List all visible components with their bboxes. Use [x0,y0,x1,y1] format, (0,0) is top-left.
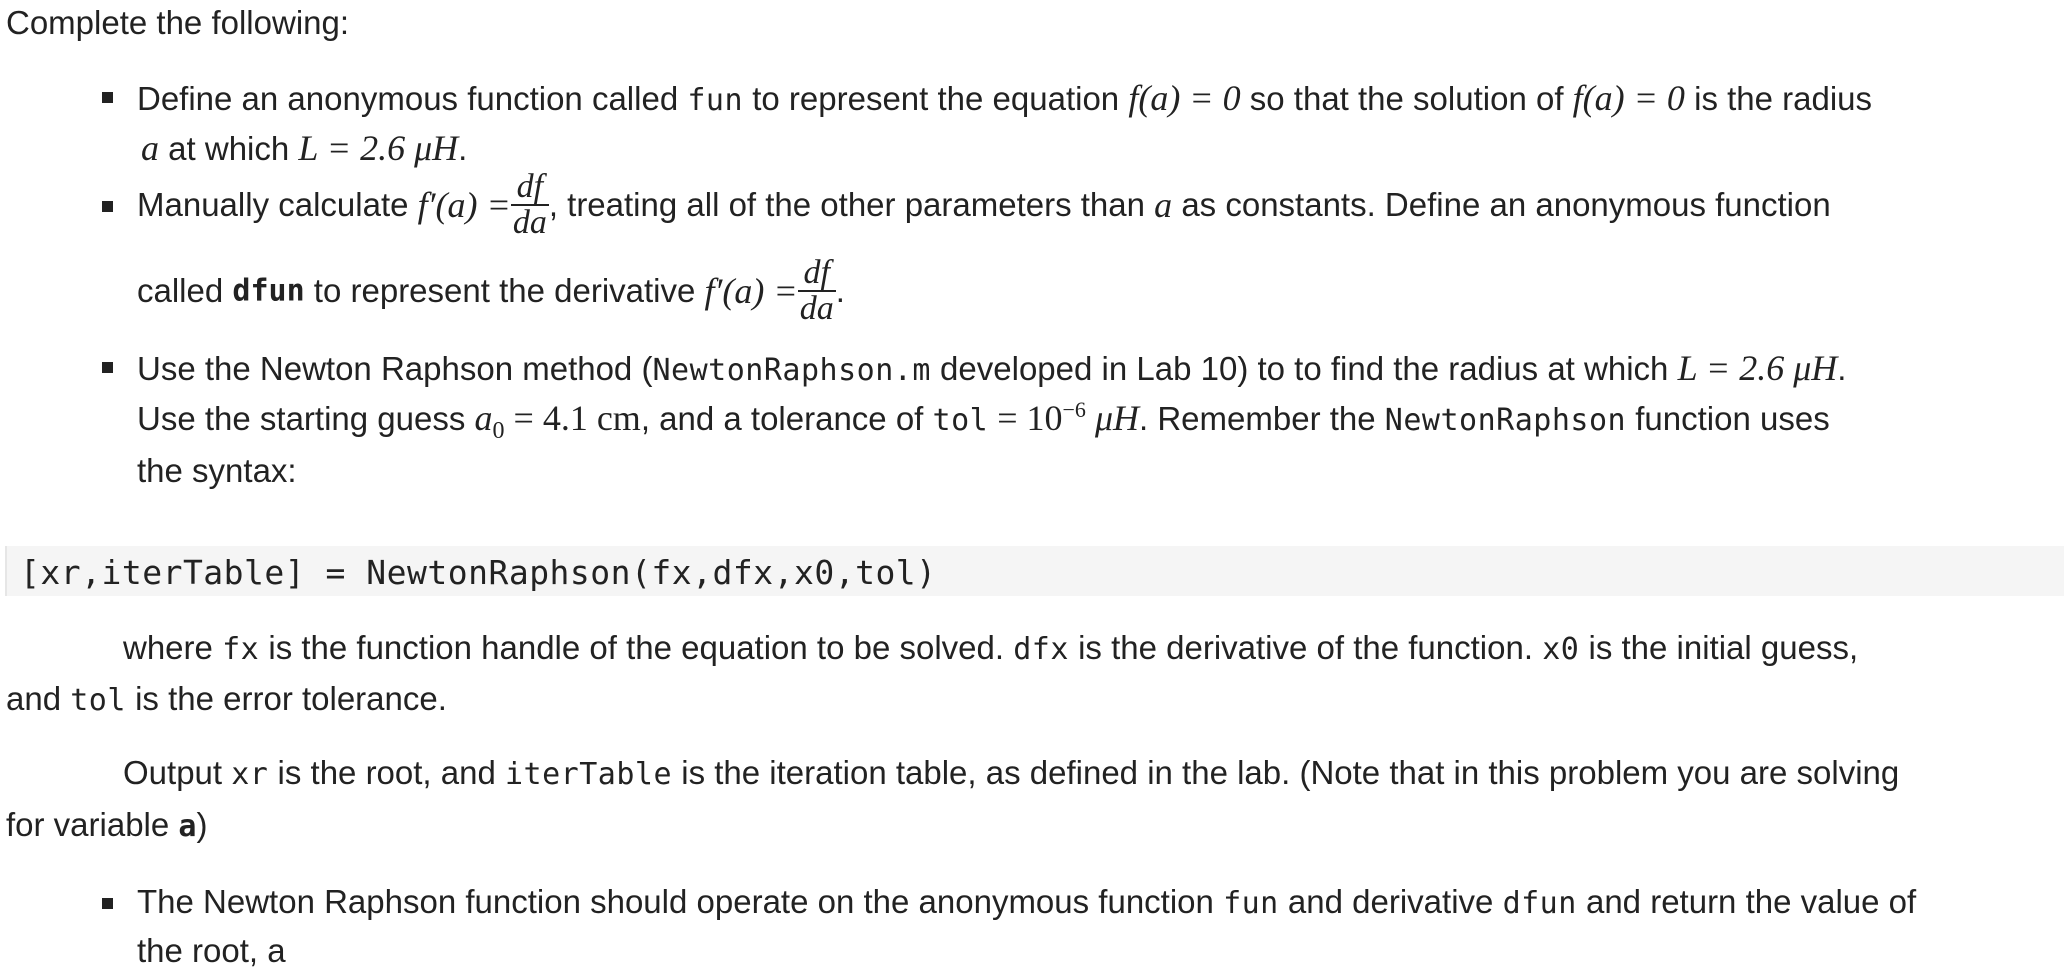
paragraph-2-line-1: Output xr is the root, and iterTable is the iteration table, as defined in the lab. (Note that in this problem you are solving [123,754,1900,792]
equation-fa-2: f(a) = 0 [1572,78,1685,118]
bullet-1-line-2: a at which L = 2.6 μH. [141,128,468,168]
bullet-1-line-1: Define an anonymous function called fun to represent the equation f(a) = 0 so that the solution of f(a) = 0 is the radius [137,78,1873,118]
bullet-marker [102,92,113,103]
paragraph-1-line-1: where fx is the function handle of the equation to be solved. dfx is the derivative of the function. x0 is the initial guess, [123,629,1859,667]
bullet-marker [102,201,113,212]
paragraph-1-line-2: and tol is the error tolerance. [6,680,447,718]
fraction-df-da: $\frac{df}{da}$ [512,168,547,241]
code-fun: fun [687,83,744,118]
code-newtonraphson-file: NewtonRaphson.m [652,353,931,388]
equation-inductance: L = 2.6 μH [298,128,459,168]
bullet-4-line-2: the root, a [137,932,286,969]
bullet-3-line-3: the syntax: [137,452,297,489]
bullet-3-line-1: Use the Newton Raphson method (NewtonRaphson.m developed in Lab 10) to to find the radius at which L = 2.6 μH. [137,348,1847,388]
bullet-2-line-1: Manually calculate f′(a) = $\frac{df}{da}$ , treating all of the other parameters than a as constants. Define an anonymous function [137,168,1831,241]
code-block-text: [xr,iterTable] = NewtonRaphson(fx,dfx,x0,tol) [20,553,937,592]
paragraph-2-line-2: for variable a) [6,806,208,844]
fraction-df-da: $\frac{df}{da}$ [799,254,834,327]
bullet-3-line-2: Use the starting guess $a_0 = 4.1$ cm, and a tolerance of tol = $10^{-6}$ μH. Remember the NewtonRaphson function uses [137,397,1830,445]
equation-fa: f(a) = 0 [1128,78,1241,118]
code-dfun: dfun [232,273,305,309]
bullet-4-line-1: The Newton Raphson function should operate on the anonymous function fun and derivative dfun and return the value of [137,883,1917,921]
bullet-2-line-2: called dfun to represent the derivative f′(a) = $\frac{df}{da}$ . [137,254,845,327]
bullet-marker [102,898,113,909]
intro-text: Complete the following: [6,4,350,41]
bullet-marker [102,362,113,373]
code-newtonraphson: NewtonRaphson [1384,403,1627,438]
code-tol: tol [932,403,989,438]
